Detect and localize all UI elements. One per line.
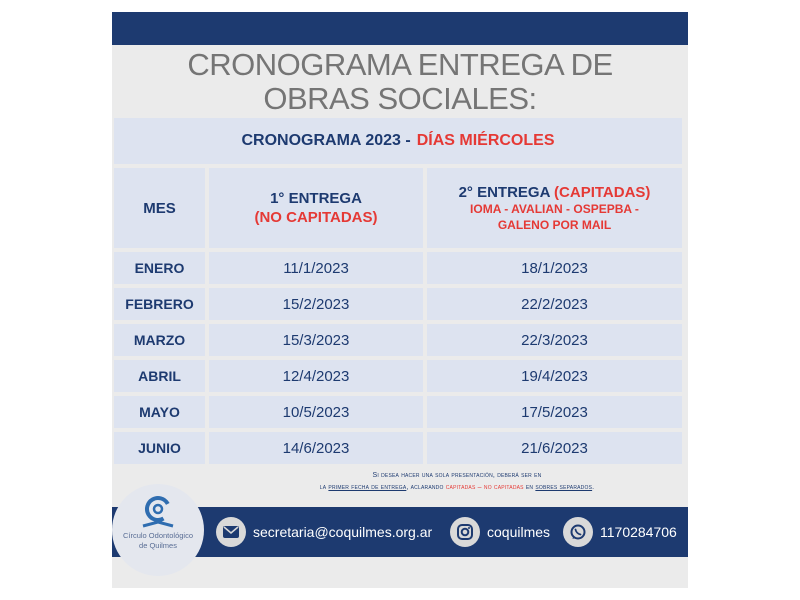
- schedule-card: [112, 12, 688, 588]
- email-icon: [216, 517, 246, 547]
- email-text: secretaria@coquilmes.org.ar: [253, 524, 433, 540]
- footnote-line-2: [262, 482, 652, 494]
- contact-whatsapp[interactable]: [563, 516, 677, 548]
- cell-mes: ABRIL: [114, 360, 205, 392]
- cell-first-date: 12/4/2023: [209, 360, 423, 392]
- header-second-highlight: (CAPITADAS): [554, 183, 651, 201]
- instagram-text: coquilmes: [487, 524, 551, 540]
- cell-second-date: 18/1/2023: [427, 252, 682, 284]
- footnote-l2-c: , aclarando: [406, 484, 444, 491]
- table-row: [114, 252, 682, 284]
- subtitle-prefix: CRONOGRAMA 2023 -: [241, 132, 411, 149]
- subtitle-highlight: DÍAS MIÉRCOLES: [416, 132, 555, 149]
- page-title: [112, 48, 688, 116]
- logo: [112, 484, 204, 576]
- cell-second-date: 19/4/2023: [427, 360, 682, 392]
- table-row: [114, 432, 682, 464]
- footnote-l2-g: .: [592, 484, 595, 491]
- table-row: [114, 360, 682, 392]
- header-second-line1-wrap: [459, 184, 651, 201]
- cell-second-date: 22/2/2023: [427, 288, 682, 320]
- header-second-delivery: [427, 168, 682, 248]
- cell-mes: FEBRERO: [114, 288, 205, 320]
- cell-mes: MAYO: [114, 396, 205, 428]
- footnote-l2-f: sobres separados: [535, 484, 593, 491]
- cell-first-date: 10/5/2023: [209, 396, 423, 428]
- cell-second-date: 21/6/2023: [427, 432, 682, 464]
- instagram-icon: [450, 517, 480, 547]
- header-first-line1: 1° ENTREGA: [270, 190, 362, 207]
- cell-first-date: 11/1/2023: [209, 252, 423, 284]
- schedule-table: [112, 116, 688, 466]
- cell-mes: JUNIO: [114, 432, 205, 464]
- logo-icon: [137, 494, 179, 530]
- whatsapp-icon: [563, 517, 593, 547]
- header-second-line3: GALENO POR MAIL: [497, 217, 612, 232]
- header-mes: [114, 168, 205, 248]
- cell-first-date: 15/3/2023: [209, 324, 423, 356]
- header-mes-label: MES: [143, 199, 176, 217]
- table-header: [114, 168, 682, 248]
- contact-instagram[interactable]: [450, 516, 550, 548]
- footnote-l2-d: capitadas – no capitadas: [445, 484, 524, 491]
- cell-second-date: 17/5/2023: [427, 396, 682, 428]
- logo-text-1: Círculo Odontológico: [122, 531, 194, 540]
- footnote: [262, 470, 652, 494]
- table-row: [114, 396, 682, 428]
- logo-text-2: de Quilmes: [139, 541, 177, 550]
- table-subtitle: [114, 118, 682, 164]
- table-row: [114, 324, 682, 356]
- top-bar: [112, 12, 688, 45]
- cell-mes: ENERO: [114, 252, 205, 284]
- header-second-line2: IOMA - AVALIAN - OSPEPBA -: [470, 201, 639, 216]
- title-line-1: CRONOGRAMA ENTREGA DE: [187, 47, 613, 82]
- footnote-l2-e: en: [525, 484, 534, 491]
- title-line-2: OBRAS SOCIALES:: [263, 81, 537, 116]
- cell-first-date: 14/6/2023: [209, 432, 423, 464]
- header-second-line1: 2° ENTREGA: [458, 183, 550, 201]
- footnote-l2-b: primer fecha de entrega: [328, 484, 407, 491]
- whatsapp-text: 1170284706: [600, 524, 677, 540]
- header-first-line2: (NO CAPITADAS): [254, 209, 378, 226]
- table-row: [114, 288, 682, 320]
- header-first-delivery: [209, 168, 423, 248]
- footnote-l2-a: la: [319, 484, 327, 491]
- footnote-line-1: Si desea hacer una sola presentación, deberá ser en: [372, 472, 542, 479]
- contact-email[interactable]: [216, 516, 432, 548]
- cell-second-date: 22/3/2023: [427, 324, 682, 356]
- cell-first-date: 15/2/2023: [209, 288, 423, 320]
- cell-mes: MARZO: [114, 324, 205, 356]
